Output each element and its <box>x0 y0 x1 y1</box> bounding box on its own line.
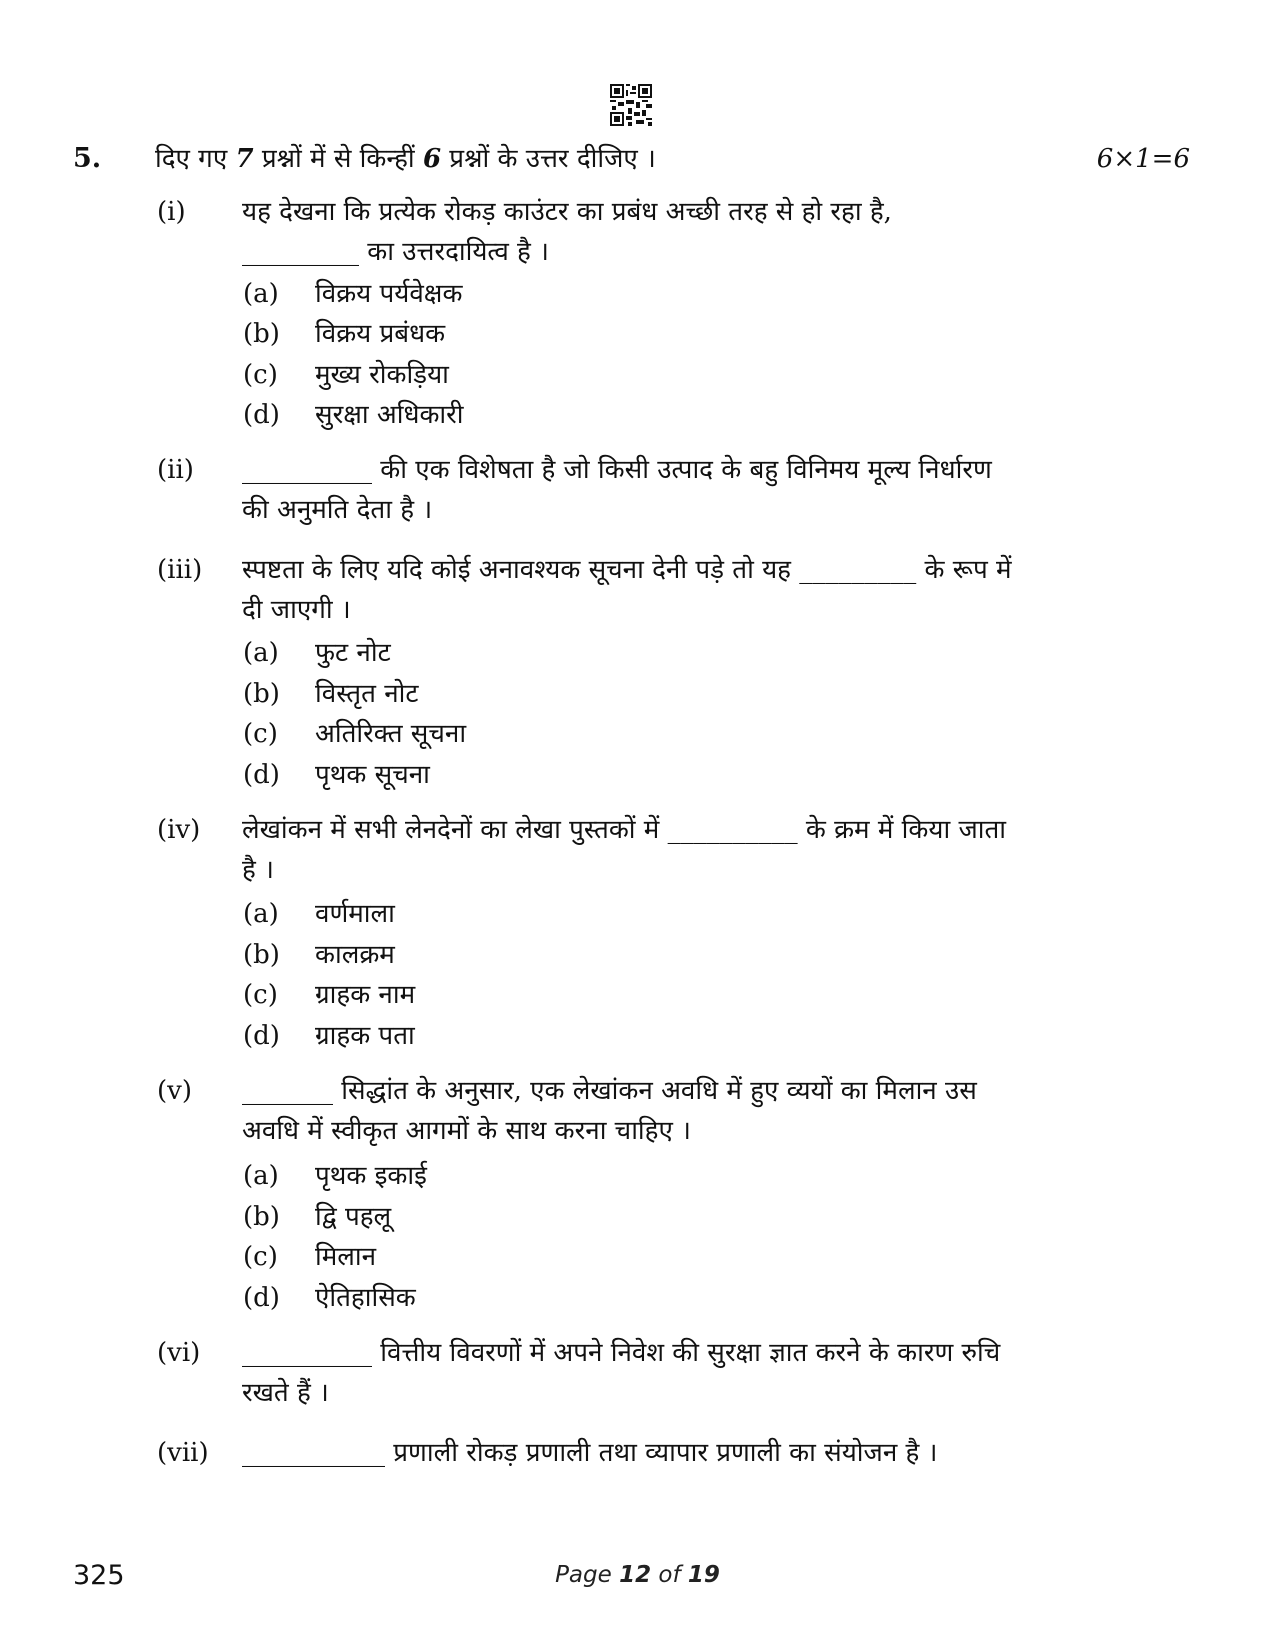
sub-question-text: ___________ प्रणाली रोकड़ प्रणाली तथा व्यापार प्रणाली का संयोजन है । <box>242 1438 938 1468</box>
sub-question <box>157 450 1132 530</box>
sub-question <box>157 810 1132 890</box>
question-number: 5. <box>73 143 102 174</box>
marks-allocation: 6×1=6 <box>1096 144 1190 174</box>
option-item: (d) ऐतिहासिक <box>243 1283 416 1313</box>
qr-code-icon <box>610 84 652 126</box>
sub-question <box>157 1333 1132 1413</box>
sub-question <box>157 550 1132 630</box>
sub-question-text: _______ सिद्धांत के अनुसार, एक लेखांकन अवधि में हुए व्ययों का मिलान उस <box>242 1076 977 1106</box>
sub-question-text: __________ की एक विशेषता है जो किसी उत्पाद के बहु विनिमय मूल्य निर्धारण <box>242 455 992 485</box>
option-item: (b) विक्रय प्रबंधक <box>243 319 446 349</box>
sub-question-number: (vii) <box>157 1438 209 1468</box>
option-item: (c) मिलान <box>243 1242 377 1272</box>
option-item: (a) वर्णमाला <box>243 899 395 929</box>
sub-question-text-cont: की अनुमति देता है । <box>242 495 433 525</box>
sub-question-number: (ii) <box>157 455 194 485</box>
option-item: (c) अतिरिक्त सूचना <box>243 719 467 749</box>
total-count: 7 <box>235 144 254 174</box>
sub-question-text-cont: दी जाएगी । <box>242 595 351 625</box>
sub-question-text: यह देखना कि प्रत्येक रोकड़ काउंटर का प्रबंध अच्छी तरह से हो रहा है, <box>242 197 892 227</box>
option-item: (a) विक्रय पर्यवेक्षक <box>243 279 463 309</box>
sub-question-text-cont: _________ का उत्तरदायित्व है । <box>242 237 549 267</box>
sub-question-text-cont: रखते हैं । <box>242 1378 329 1408</box>
option-item: (c) मुख्य रोकड़िया <box>243 360 449 390</box>
question-instruction: दिए गए 7 प्रश्नों में से किन्हीं 6 प्रश्नों के उत्तर दीजिए । <box>155 144 656 174</box>
sub-question-text: __________ वित्तीय विवरणों में अपने निवेश की सुरक्षा ज्ञात करने के कारण रुचि <box>242 1338 1001 1368</box>
answer-count: 6 <box>422 144 442 174</box>
page-number: Page 12 of 19 <box>555 1562 720 1588</box>
option-item: (d) पृथक सूचना <box>243 760 430 790</box>
paper-code: 325 <box>73 1560 125 1591</box>
option-item: (a) पृथक इकाई <box>243 1161 427 1191</box>
sub-question <box>157 192 1132 272</box>
sub-question-text: लेखांकन में सभी लेनदेनों का लेखा पुस्तकों में __________ के क्रम में किया जाता <box>242 815 1007 845</box>
sub-question-text-cont: है । <box>242 855 274 885</box>
sub-question-number: (i) <box>157 197 186 227</box>
option-item: (b) द्वि पहलू <box>243 1202 392 1232</box>
sub-question-number: (v) <box>157 1076 192 1106</box>
option-item: (a) फुट नोट <box>243 638 391 668</box>
option-item: (b) कालक्रम <box>243 940 395 970</box>
sub-question-text: स्पष्टता के लिए यदि कोई अनावश्यक सूचना देनी पड़े तो यह _________ के रूप में <box>242 555 1012 585</box>
sub-question-number: (iii) <box>157 555 203 585</box>
sub-question-number: (iv) <box>157 815 201 845</box>
option-item: (b) विस्तृत नोट <box>243 679 419 709</box>
option-item: (d) ग्राहक पता <box>243 1021 415 1051</box>
sub-question-text-cont: अवधि में स्वीकृत आगमों के साथ करना चाहिए । <box>242 1116 691 1146</box>
sub-question <box>157 1433 1132 1473</box>
sub-question-number: (vi) <box>157 1338 201 1368</box>
option-item: (c) ग्राहक नाम <box>243 980 416 1010</box>
option-item: (d) सुरक्षा अधिकारी <box>243 400 464 430</box>
sub-question <box>157 1071 1132 1151</box>
